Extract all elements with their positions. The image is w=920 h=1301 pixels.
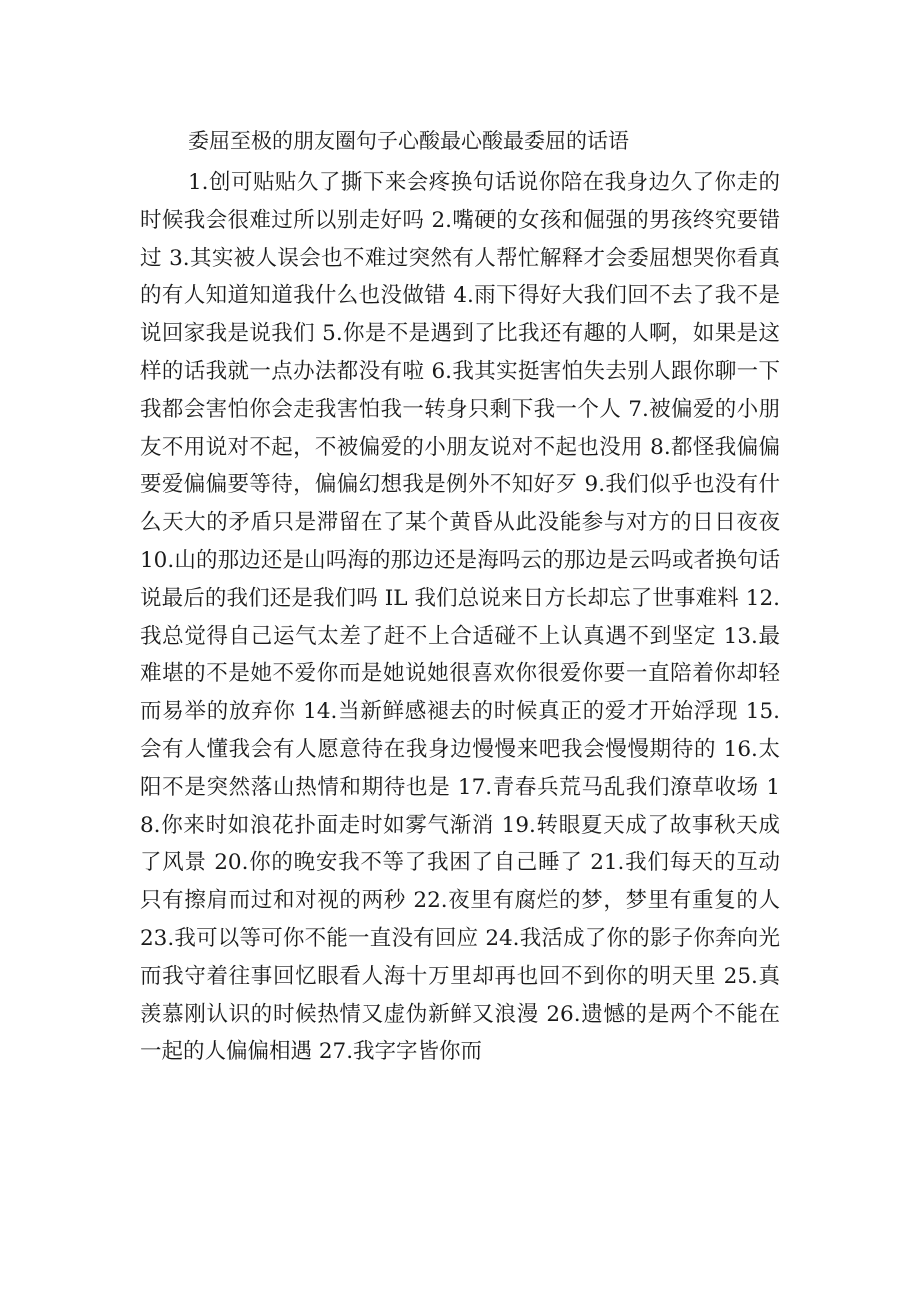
- document-title: 委屈至极的朋友圈句子心酸最心酸最委屈的话语: [188, 129, 629, 153]
- document-body-paragraph: 1.创可贴贴久了撕下来会疼换句话说你陪在我身边久了你走的时候我会很难过所以别走好吗 2.嘴硬的女孩和倔强的男孩终究要错过 3.其实被人误会也不难过突然有人帮忙解释才会委屈想哭你看真的有人知道知道我什么也没做错 4.雨下得好大我们回不去了我不是说回家我是说我们 5.你是不是遇到了比我还有趣的人啊，如果是这样的话我就一点办法都没有啦 6.我其实挺害怕失去别人跟你聊一下我都会害怕你会走我害怕我一转身只剩下我一个人 7.被偏爱的小朋友不用说对不起，不被偏爱的小朋友说对不起也没用 8.都怪我偏偏要爱偏偏要等待，偏偏幻想我是例外不知好歹 9.我们似乎也没有什么天大的矛盾只是滞留在了某个黄昏从此没能参与对方的日日夜夜 10.山的那边还是山吗海的那边还是海吗云的那边是云吗或者换句话说最后的我们还是我们吗 IL 我们总说来日方长却忘了世事难料 12.我总觉得自己运气太差了赶不上合适碰不上认真遇不到坚定 13.最难堪的不是她不爱你而是她说她很喜欢你很爱你要一直陪着你却轻而易举的放弃你 14.当新鲜感褪去的时候真正的爱才开始浮现 15.会有人懂我会有人愿意待在我身边慢慢来吧我会慢慢期待的 16.太阳不是突然落山热情和期待也是 17.青春兵荒马乱我们潦草收场 18.你来时如浪花扑面走时如雾气渐消 19.转眼夏天成了故事秋天成了风景 20.你的晚安我不等了我困了自己睡了 21.我们每天的互动只有擦肩而过和对视的两秒 22.夜里有腐烂的梦，梦里有重复的人 23.我可以等可你不能一直没有回应 24.我活成了你的影子你奔向光而我守着往事回忆眼看人海十万里却再也回不到你的明天里 25.真羡慕刚认识的时候热情又虚伪新鲜又浪漫 26.遗憾的是两个不能在一起的人偏偏相遇 27.我字字皆你而: [140, 170, 780, 1065]
